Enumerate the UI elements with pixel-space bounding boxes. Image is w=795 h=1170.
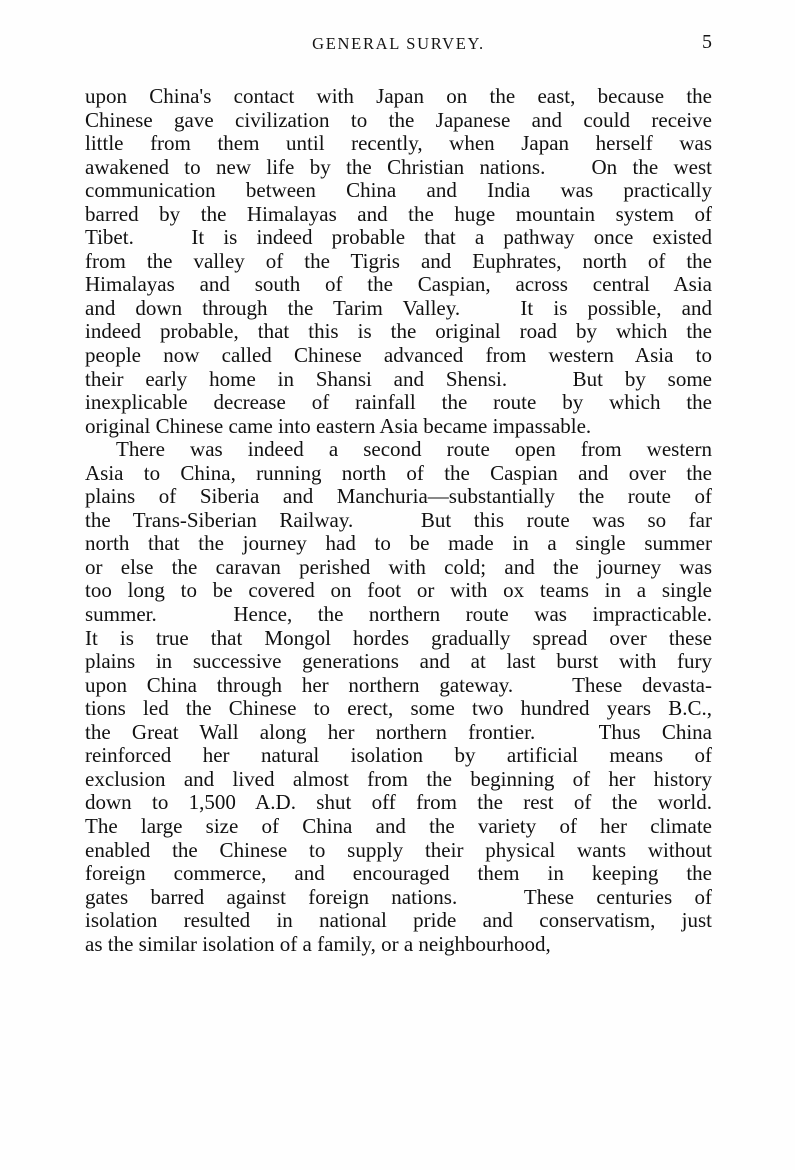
text-line: the Trans-Siberian Railway. But this route was so far xyxy=(85,507,712,532)
text-line: Tibet. It is indeed probable that a pathway once existed xyxy=(85,225,712,250)
text-line: upon China's contact with Japan on the east, because the xyxy=(85,84,712,108)
text-line: upon China through her northern gateway. These devasta- xyxy=(85,672,712,697)
text-line: It is true that Mongol hordes gradually spread over these xyxy=(85,625,712,650)
text-line: indeed probable, that this is the original road by which the xyxy=(85,319,712,344)
text-line: awakened to new life by the Christian nations. On the west xyxy=(85,154,712,179)
body-text-block xyxy=(85,85,712,956)
text-line: down to 1,500 A.D. shut off from the rest of the world. xyxy=(85,790,712,815)
text-line: communication between China and India was practically xyxy=(85,178,712,203)
text-line: barred by the Himalayas and the huge mountain system of xyxy=(85,201,712,226)
text-line: Himalayas and south of the Caspian, across central Asia xyxy=(85,272,712,297)
text-line: reinforced her natural isolation by artificial means of xyxy=(85,743,712,768)
text-line: little from them until recently, when Japan herself was xyxy=(85,131,712,156)
text-line: isolation resulted in national pride and conservatism, just xyxy=(85,908,712,933)
text-line: foreign commerce, and encouraged them in keeping the xyxy=(85,861,712,886)
text-line: plains in successive generations and at last burst with fury xyxy=(85,649,712,674)
text-line: and down through the Tarim Valley. It is possible, and xyxy=(85,295,712,320)
text-line: tions led the Chinese to erect, some two hundred years B.C., xyxy=(85,696,712,721)
running-head xyxy=(85,31,712,57)
text-line: enabled the Chinese to supply their physical wants without xyxy=(85,837,712,862)
text-line: plains of Siberia and Manchuria—substantially the route of xyxy=(85,484,712,509)
text-line: summer. Hence, the northern route was impracticable. xyxy=(85,602,712,627)
paragraph-2 xyxy=(85,438,712,956)
running-head-title: GENERAL SURVEY. xyxy=(312,34,485,53)
text-line: Chinese gave civilization to the Japanese and could receive xyxy=(85,107,712,132)
text-line: exclusion and lived almost from the beginning of her history xyxy=(85,766,712,791)
text-line: people now called Chinese advanced from western Asia to xyxy=(85,343,712,368)
paragraph-1 xyxy=(85,85,712,438)
text-line: original Chinese came into eastern Asia became impassable. xyxy=(85,413,592,438)
text-line: inexplicable decrease of rainfall the route by which the xyxy=(85,390,712,415)
text-line: from the valley of the Tigris and Euphrates, north of the xyxy=(85,248,712,273)
text-line: north that the journey had to be made in a single summer xyxy=(85,531,712,556)
text-line: gates barred against foreign nations. These centuries of xyxy=(85,884,712,909)
page-number: 5 xyxy=(702,31,712,53)
text-line: as the similar isolation of a family, or a neighbourhood, xyxy=(85,931,551,956)
text-line: too long to be covered on foot or with ox teams in a single xyxy=(85,578,712,603)
text-line: their early home in Shansi and Shensi. But by some xyxy=(85,366,712,391)
text-line: the Great Wall along her northern frontier. Thus China xyxy=(85,719,712,744)
text-line: The large size of China and the variety of her climate xyxy=(85,813,712,838)
text-line: or else the caravan perished with cold; and the journey was xyxy=(85,554,712,579)
text-line: There was indeed a second route open from western xyxy=(116,437,712,462)
text-line: Asia to China, running north of the Caspian and over the xyxy=(85,460,712,485)
